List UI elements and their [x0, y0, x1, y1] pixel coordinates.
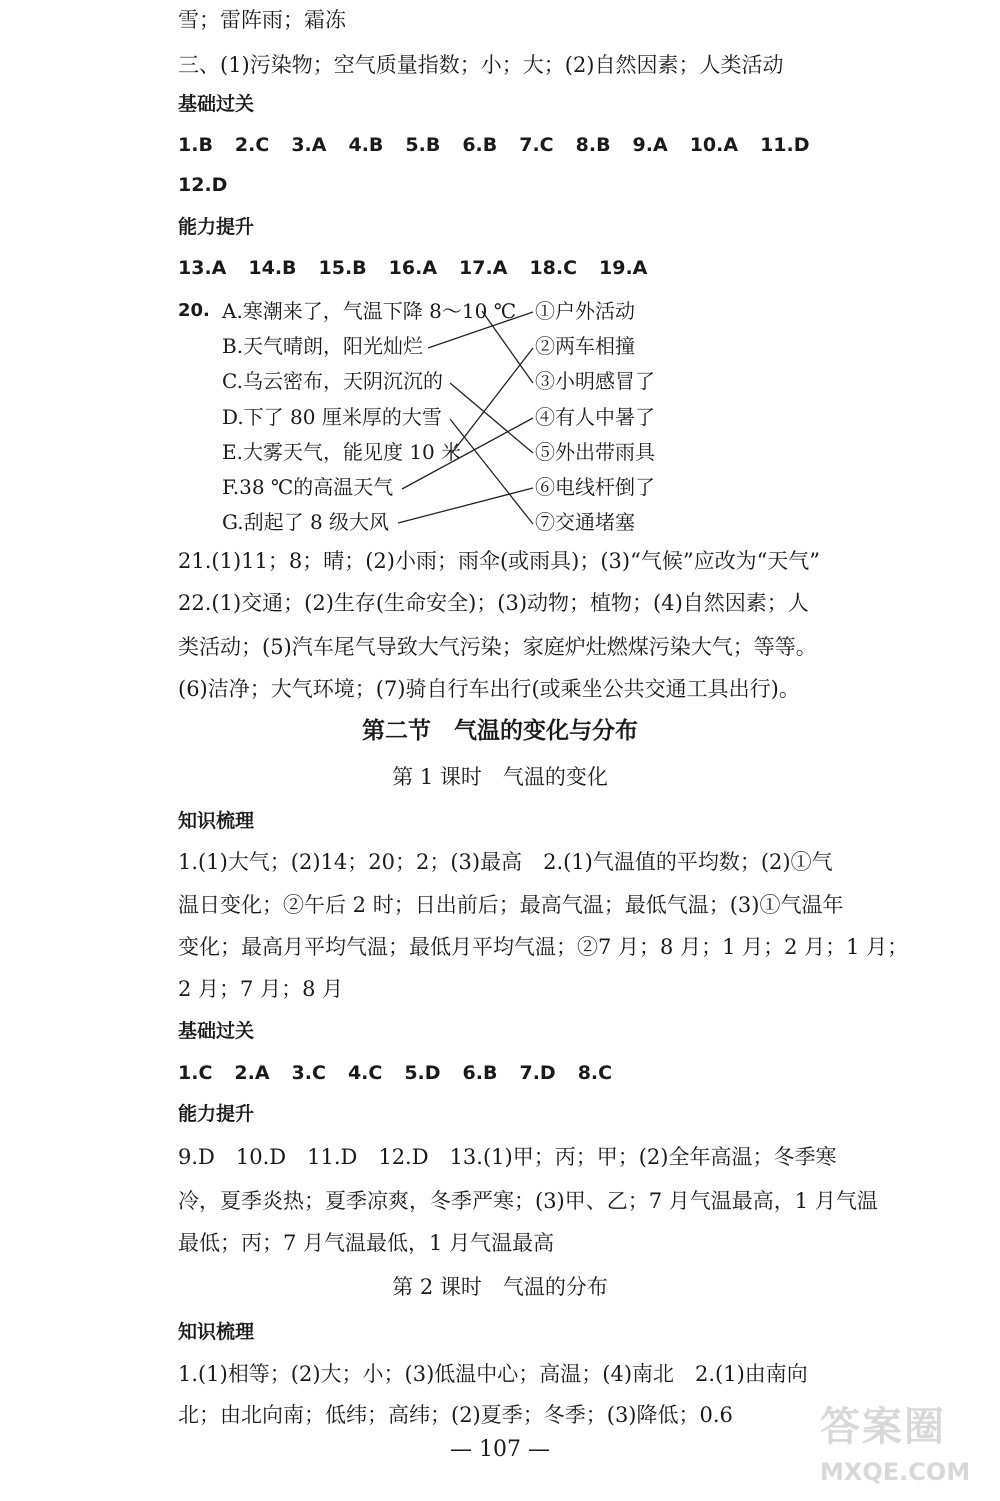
- answer-item: 3.A: [291, 134, 327, 156]
- answer-row: [178, 131, 832, 159]
- q20-left-item: D.下了 80 厘米厚的大雪: [222, 405, 442, 429]
- answer-item: 8.C: [577, 1062, 613, 1084]
- watermark-url: MXQE.COM: [820, 1458, 971, 1486]
- heading-ability: 能力提升: [178, 1103, 255, 1125]
- heading-basic: 基础过关: [178, 93, 255, 115]
- answer-item: 5.B: [405, 134, 441, 156]
- answer-item: 7.D: [519, 1062, 556, 1084]
- heading-basic: 基础过关: [178, 1020, 255, 1042]
- answer-item: 2.A: [234, 1062, 270, 1084]
- text-line: 北；由北向南；低纬；高纬；(2)夏季；冬季；(3)降低；0.6: [178, 1403, 733, 1427]
- answer-item: 1.C: [178, 1062, 213, 1084]
- q20-left-item: B.天气晴朗，阳光灿烂: [222, 334, 424, 358]
- q20-right-item: ④有人中暑了: [535, 405, 655, 429]
- answer-item: 14.B: [248, 257, 297, 279]
- answer-row: [178, 171, 227, 199]
- answer-item: 6.B: [462, 1062, 498, 1084]
- answer-item: 9.A: [632, 134, 668, 156]
- q20-left-item: A.寒潮来了，气温下降 8～10 ℃: [222, 299, 517, 323]
- answer-item: 13.A: [178, 257, 227, 279]
- q22-line: 22.(1)交通；(2)生存(生命安全)；(3)动物；植物；(4)自然因素；人: [178, 591, 809, 615]
- answer-row: [178, 1059, 634, 1087]
- answer-item: 4.C: [347, 1062, 383, 1084]
- text-line: 最低；丙；7 月气温最低，1 月气温最高: [178, 1231, 555, 1255]
- answer-item: 2.C: [234, 134, 270, 156]
- answer-item: 3.C: [291, 1062, 326, 1084]
- q20-left-item: G.刮起了 8 级大风: [222, 510, 390, 534]
- heading-ability: 能力提升: [178, 216, 255, 238]
- text-line: 9.D 10.D 11.D 12.D 13.(1)甲；丙；甲；(2)全年高温；冬季寒: [178, 1145, 837, 1169]
- q20-left-item: C.乌云密布，天阴沉沉的: [222, 369, 443, 393]
- answer-item: 7.C: [519, 134, 554, 156]
- match-line: [398, 488, 533, 523]
- answer-item: 1.B: [178, 134, 213, 156]
- lesson-title: 第 2 课时 气温的分布: [392, 1275, 608, 1299]
- q20-right-item: ⑥电线杆倒了: [535, 475, 655, 499]
- text-line: 三、(1)污染物；空气质量指数；小；大；(2)自然因素；人类活动: [178, 53, 784, 77]
- q20-left-item: E.大雾天气，能见度 10 米: [222, 440, 462, 464]
- text-line: 1.(1)相等；(2)大；小；(3)低温中心；高温；(4)南北 2.(1)由南向: [178, 1362, 808, 1386]
- answer-item: 16.A: [388, 257, 438, 279]
- answer-item: 15.B: [318, 257, 367, 279]
- q22-line: 类活动；(5)汽车尾气导致大气污染；家庭炉灶燃煤污染大气；等等。: [178, 635, 817, 659]
- text-line: 1.(1)大气；(2)14；20；2；(3)最高 2.(1)气温值的平均数；(2)①气: [178, 850, 833, 874]
- q20-right-item: ⑦交通堵塞: [535, 510, 635, 534]
- text-line: 温日变化；②午后 2 时；日出前后；最高气温；最低气温；(3)①气温年: [178, 893, 844, 917]
- q20-label: 20.: [178, 300, 210, 321]
- answer-item: 11.D: [760, 134, 810, 156]
- answer-item: 6.B: [462, 134, 498, 156]
- match-line: [450, 419, 533, 524]
- text-line: 雪；雷阵雨；霜冻: [178, 8, 346, 32]
- answer-item: 8.B: [575, 134, 611, 156]
- text-line: 2 月；7 月；8 月: [178, 977, 344, 1001]
- q21-line: 21.(1)11；8；晴；(2)小雨；雨伞(或雨具)；(3)“气候”应改为“天气”: [178, 549, 821, 573]
- answer-item: 10.A: [689, 134, 739, 156]
- match-line: [450, 383, 533, 453]
- lesson-title: 第 1 课时 气温的变化: [392, 765, 608, 789]
- answer-item: 12.D: [178, 174, 228, 196]
- text-line: 冷，夏季炎热；夏季凉爽，冬季严寒；(3)甲、乙；7 月气温最高，1 月气温: [178, 1189, 878, 1213]
- answer-row: [178, 254, 669, 282]
- heading-knowledge: 知识梳理: [178, 810, 255, 832]
- answer-item: 4.B: [348, 134, 384, 156]
- q20-right-item: ①户外活动: [535, 299, 635, 323]
- watermark-logo: [820, 1395, 990, 1495]
- answer-item: 19.A: [599, 257, 648, 279]
- q20-right-item: ②两车相撞: [535, 334, 635, 358]
- answer-item: 17.A: [459, 257, 508, 279]
- q22-line: (6)洁净；大气环境；(7)骑自行车出行(或乘坐公共交通工具出行)。: [178, 677, 800, 701]
- watermark-text: 答案圈: [820, 1404, 946, 1450]
- answer-item: 5.D: [404, 1062, 441, 1084]
- text-line: 变化；最高月平均气温；最低月平均气温；②7 月；8 月；1 月；2 月；1 月；: [178, 935, 909, 959]
- q20-right-item: ⑤外出带雨具: [535, 440, 655, 464]
- q20-right-item: ③小明感冒了: [535, 369, 655, 393]
- q20-left-item: F.38 ℃的高温天气: [222, 475, 394, 499]
- match-line: [452, 348, 533, 453]
- heading-knowledge: 知识梳理: [178, 1321, 255, 1343]
- page-number: — 107 —: [450, 1437, 550, 1462]
- section-title: 第二节 气温的变化与分布: [362, 718, 638, 744]
- answer-item: 18.C: [529, 257, 578, 279]
